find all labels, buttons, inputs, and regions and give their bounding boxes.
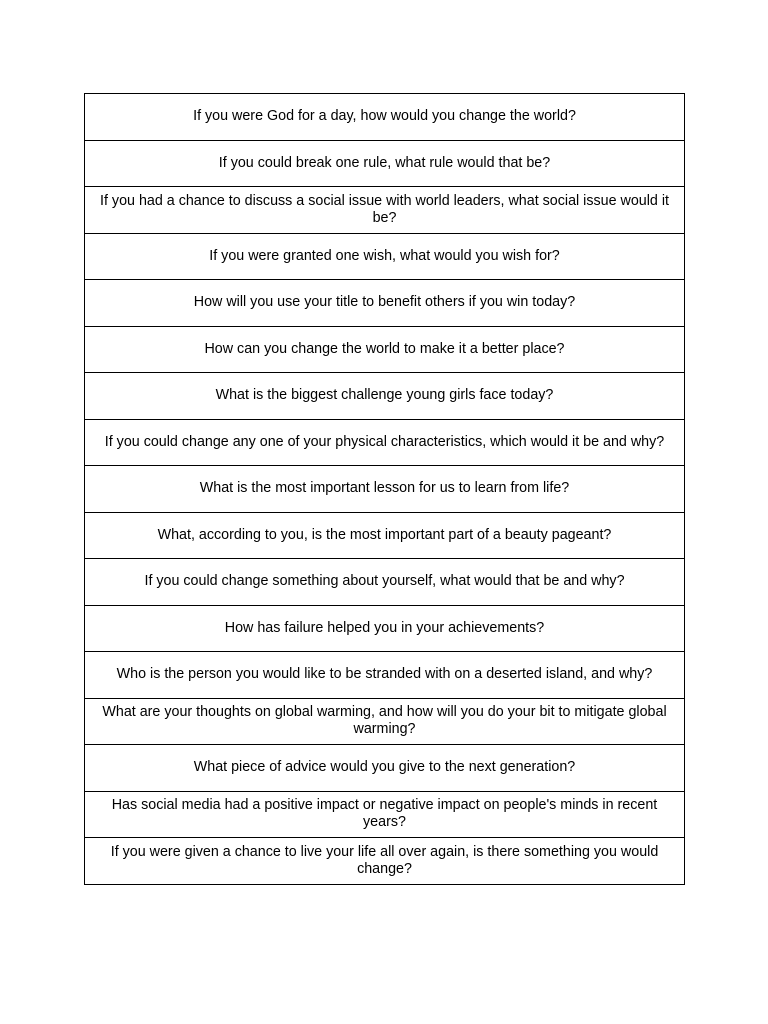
table-row bbox=[85, 140, 685, 187]
question-cell: What are your thoughts on global warming, and how will you do your bit to mitigate global warming? bbox=[85, 698, 685, 745]
question-cell: If you were given a chance to live your life all over again, is there something you would change? bbox=[85, 838, 685, 885]
table-row bbox=[85, 512, 685, 559]
table-row bbox=[85, 94, 685, 141]
question-cell: If you could break one rule, what rule would that be? bbox=[85, 140, 685, 187]
question-cell: If you could change any one of your physical characteristics, which would it be and why? bbox=[85, 419, 685, 466]
table-row bbox=[85, 280, 685, 327]
question-cell: Who is the person you would like to be stranded with on a deserted island, and why? bbox=[85, 652, 685, 699]
questions-table bbox=[84, 93, 685, 885]
table-row bbox=[85, 326, 685, 373]
question-cell: What is the most important lesson for us to learn from life? bbox=[85, 466, 685, 513]
question-cell: What, according to you, is the most important part of a beauty pageant? bbox=[85, 512, 685, 559]
table-row bbox=[85, 745, 685, 792]
table-row bbox=[85, 419, 685, 466]
question-cell: What piece of advice would you give to the next generation? bbox=[85, 745, 685, 792]
question-cell: Has social media had a positive impact or negative impact on people's minds in recent years? bbox=[85, 791, 685, 838]
question-cell: How has failure helped you in your achievements? bbox=[85, 605, 685, 652]
question-cell: What is the biggest challenge young girls face today? bbox=[85, 373, 685, 420]
question-cell: If you had a chance to discuss a social issue with world leaders, what social issue would it be? bbox=[85, 187, 685, 234]
table-row bbox=[85, 373, 685, 420]
table-row bbox=[85, 605, 685, 652]
question-cell: How will you use your title to benefit others if you win today? bbox=[85, 280, 685, 327]
table-row bbox=[85, 698, 685, 745]
question-cell: If you could change something about yourself, what would that be and why? bbox=[85, 559, 685, 606]
table-row bbox=[85, 466, 685, 513]
table-row bbox=[85, 652, 685, 699]
table-row bbox=[85, 187, 685, 234]
table-row bbox=[85, 791, 685, 838]
question-cell: If you were granted one wish, what would you wish for? bbox=[85, 233, 685, 280]
table-row bbox=[85, 233, 685, 280]
table-row bbox=[85, 559, 685, 606]
question-cell: If you were God for a day, how would you change the world? bbox=[85, 94, 685, 141]
table-row bbox=[85, 838, 685, 885]
question-cell: How can you change the world to make it a better place? bbox=[85, 326, 685, 373]
